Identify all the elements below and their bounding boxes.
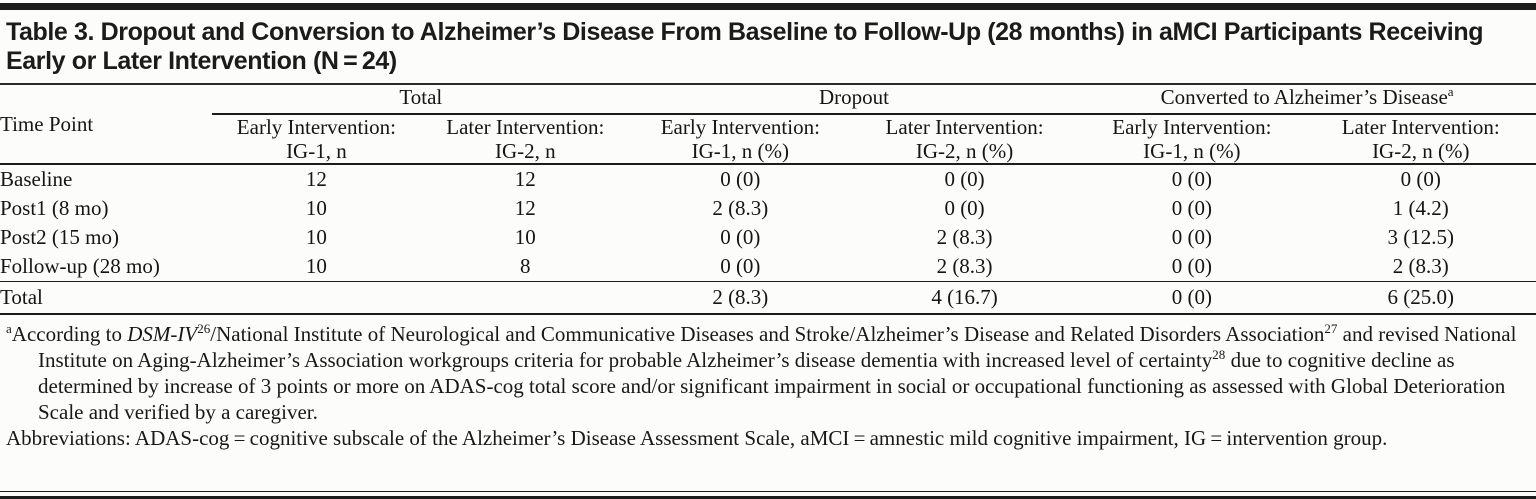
- footnote-a-dsm-iv: DSM-IV: [127, 322, 198, 346]
- group-label-dropout: Dropout: [818, 85, 889, 109]
- row-label: Post2 (15 mo): [0, 225, 120, 249]
- cell: 8: [421, 252, 630, 282]
- cell: 1 (4.2): [1392, 196, 1449, 220]
- cell: 4 (16.7): [851, 282, 1078, 315]
- cell: 0 (0): [944, 167, 985, 191]
- cell: 10: [212, 252, 421, 282]
- table-title: Table 3. Dropout and Conversion to Alzheimer’s Disease From Baseline to Follow-Up (28 months) in aMCI Participants Receiving Early or Later Intervention (N = 24): [0, 10, 1536, 85]
- cell: 0 (0): [1171, 225, 1212, 249]
- group-label-converted: Converted to Alzheimer’s Disease: [1160, 85, 1448, 109]
- cell: 0 (0): [1400, 167, 1441, 191]
- cell: 2 (8.3): [1306, 252, 1536, 282]
- col-header-line2: IG-1, n (%): [691, 139, 790, 163]
- footnote-a-text: due to cognitive decline as determined by increase of 3 points or more on ADAS-cog total score and/or significant impairment in social or occupational functioning as assessed with Global Deterioration Scale and verified by a caregiver.: [38, 348, 1506, 424]
- cell: 0 (0): [1078, 282, 1305, 315]
- col-header-line1: Later Intervention:: [885, 115, 1044, 139]
- data-table: [0, 85, 1536, 315]
- cell: 2 (8.3): [936, 225, 993, 249]
- cell: 10: [305, 196, 327, 220]
- row-label: Post1 (8 mo): [0, 196, 109, 220]
- table-row-baseline: [0, 164, 1536, 194]
- cell: 3 (12.5): [1387, 225, 1455, 249]
- cell: [212, 282, 421, 315]
- table-row-total: [0, 282, 1536, 315]
- cell: 12: [514, 196, 536, 220]
- cell: 0 (0): [1171, 196, 1212, 220]
- row-label: Follow-up (28 mo): [0, 252, 212, 282]
- group-header-total: [212, 85, 630, 115]
- footnote-a-text: /National Institute of Neurological and Communicative Diseases and Stroke/Alzheimer’s Disease and Related Disorders Association: [210, 322, 1325, 346]
- col-header-line1: Early Intervention:: [236, 115, 396, 139]
- col-header-total-early: [212, 115, 421, 164]
- col-header-line2: IG-2, n: [494, 139, 556, 163]
- footnote-a-ref-27: 27: [1324, 321, 1338, 336]
- cell: 0 (0): [1078, 252, 1305, 282]
- col-header-line2: IG-1, n (%): [1143, 139, 1241, 163]
- time-point-header: Time Point: [0, 85, 212, 164]
- col-header-line1: Early Intervention:: [660, 115, 820, 139]
- cell: 2 (8.3): [712, 196, 769, 220]
- col-header-total-later: [421, 115, 630, 164]
- footnotes: [0, 315, 1536, 451]
- bottom-rule: [0, 491, 1536, 499]
- group-header-dropout: [630, 85, 1078, 115]
- group-sup-converted: a: [1447, 84, 1454, 99]
- col-header-dropout-early: [630, 115, 851, 164]
- table-row-followup: [0, 252, 1536, 282]
- footnote-a: [6, 321, 1530, 425]
- table-row-post1: [0, 194, 1536, 223]
- cell: 2 (8.3): [851, 252, 1078, 282]
- cell: [421, 282, 630, 315]
- cell: 0 (0): [1171, 167, 1212, 191]
- col-header-dropout-later: [851, 115, 1078, 164]
- footnote-a-marker: a: [6, 321, 12, 336]
- footnote-a-text: According to: [11, 322, 128, 346]
- cell: 10: [514, 225, 536, 249]
- col-header-line2: IG-2, n (%): [915, 139, 1014, 163]
- col-header-line2: IG-2, n (%): [1372, 139, 1470, 163]
- table-row-post2: [0, 223, 1536, 252]
- cell: 6 (25.0): [1306, 282, 1536, 315]
- col-header-line2: IG-1, n: [286, 139, 347, 163]
- footnote-a-ref-28: 28: [1212, 347, 1226, 362]
- cell: 0 (0): [720, 167, 761, 191]
- col-header-converted-later: [1306, 115, 1536, 164]
- col-header-converted-early: [1078, 115, 1305, 164]
- col-header-line1: Early Intervention:: [1112, 115, 1272, 139]
- cell: 12: [305, 167, 327, 191]
- top-rule: [0, 3, 1536, 10]
- col-header-line1: Later Intervention:: [446, 115, 605, 139]
- row-label: Total: [0, 282, 212, 315]
- cell: 2 (8.3): [630, 282, 851, 315]
- col-header-line1: Later Intervention:: [1341, 115, 1500, 139]
- cell: 0 (0): [720, 225, 761, 249]
- footnote-abbreviations: Abbreviations: ADAS-cog = cognitive subscale of the Alzheimer’s Disease Assessment Scale, aMCI = amnestic mild cognitive impairment, IG = intervention group.: [6, 426, 1388, 450]
- group-header-row: [0, 85, 1536, 115]
- cell: 12: [514, 167, 536, 191]
- column-header-row: [0, 115, 1536, 164]
- cell: 0 (0): [630, 252, 851, 282]
- row-label: Baseline: [0, 167, 73, 191]
- footnote-a-text: and revised National Institute on Aging-Alzheimer’s Association workgroups criteria for probable Alzheimer’s disease dementia with increased level of certainty: [38, 322, 1517, 372]
- cell: 10: [305, 225, 327, 249]
- group-header-converted: [1078, 85, 1536, 115]
- group-label-total: Total: [399, 85, 443, 109]
- footnote-a-ref-26: 26: [197, 321, 211, 336]
- cell: 0 (0): [944, 196, 985, 220]
